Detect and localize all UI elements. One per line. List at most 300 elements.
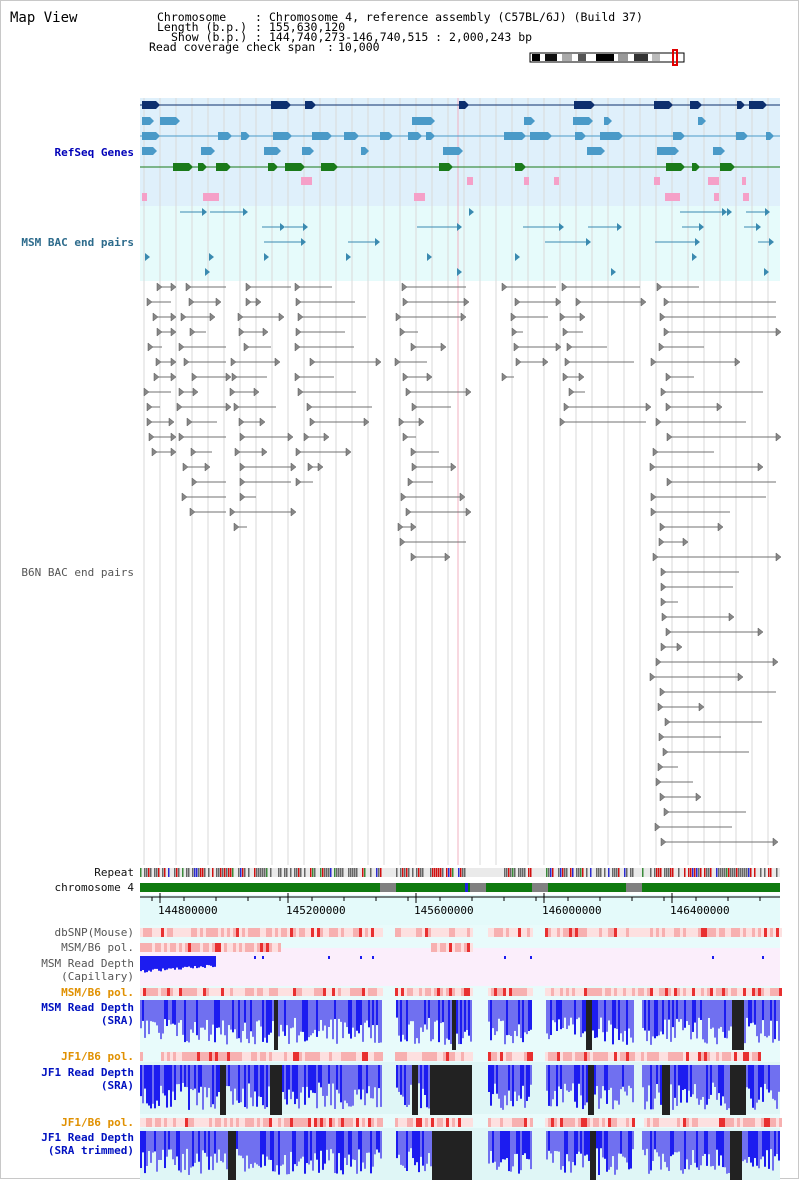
msm-sra-depth-bar xyxy=(348,1000,350,1034)
msm-sra-depth-bar xyxy=(440,1000,442,1023)
jf1-b6-pol-segment xyxy=(341,1118,344,1127)
jf1-b6-pol-segment xyxy=(284,1052,287,1061)
repeat-element xyxy=(156,868,158,877)
b6n-bac-end xyxy=(661,643,666,651)
repeat-element xyxy=(764,868,766,877)
msm-b6-pol-segment xyxy=(749,988,752,996)
jf1-b6-pol-segment xyxy=(302,1118,305,1127)
jf1-trim-depth-bar xyxy=(250,1131,252,1164)
msm-sra-depth-bar xyxy=(268,1000,270,1035)
msm-sra-depth-bar xyxy=(374,1000,376,1043)
msm-sra-depth-bar xyxy=(616,1000,618,1029)
refseq-exon xyxy=(600,132,619,140)
chromosome-track xyxy=(140,883,780,892)
repeat-element xyxy=(600,868,602,877)
repeat-element xyxy=(604,868,606,877)
msm-sra-depth-bar xyxy=(362,1000,364,1042)
msm-sra-depth-bar xyxy=(326,1000,328,1038)
jf1-b6-pol-segment xyxy=(761,1118,764,1127)
dbsnp-segment xyxy=(143,928,146,937)
msm-sra-depth-bar xyxy=(594,1000,596,1038)
jf1-sra-depth-bar xyxy=(556,1065,558,1106)
jf1-b6-pol-segment xyxy=(188,1118,191,1127)
jf1-trim-depth-bar xyxy=(236,1131,238,1149)
msm-sra-depth-bar xyxy=(648,1000,650,1031)
repeat-element xyxy=(238,868,240,877)
dbsnp-segment xyxy=(581,928,584,937)
jf1-sra-depth-bar xyxy=(398,1065,400,1092)
jf1-trim-depth-bar xyxy=(722,1131,724,1167)
msm-sra-depth-bar xyxy=(308,1000,310,1037)
jf1-sra-depth-bar xyxy=(488,1065,490,1092)
jf1-b6-pol-segment xyxy=(641,1052,644,1061)
jf1-sra-depth-bar xyxy=(332,1065,334,1084)
msm-sra-depth-bar xyxy=(654,1000,656,1038)
dbsnp-segment xyxy=(737,928,740,937)
repeat-element xyxy=(430,868,432,877)
msm-b6-pol-segment xyxy=(455,988,458,996)
jf1-sra-depth-bar xyxy=(290,1065,292,1099)
jf1-sra-depth-bar xyxy=(464,1065,466,1115)
msm-b6-pol-segment xyxy=(689,988,692,996)
axis-tick-label-2: 145200000 xyxy=(286,904,346,917)
msm-sra-depth-bar xyxy=(774,1000,776,1039)
repeat-element xyxy=(196,868,198,877)
refseq-exon xyxy=(698,117,702,125)
jf1-trim-depth-bar xyxy=(428,1131,430,1153)
jf1-trim-depth-bar xyxy=(206,1131,208,1157)
msm-b6-pol-segment xyxy=(713,988,716,996)
msm-b6-pol-segment xyxy=(428,988,431,996)
jf1-b6-pol-segment xyxy=(590,1052,593,1061)
jf1-b6-pol-segment xyxy=(353,1052,356,1061)
jf1-b6-pol-segment xyxy=(140,1118,143,1127)
jf1-b6-pol-segment xyxy=(338,1118,341,1127)
jf1-sra-depth-bar xyxy=(574,1065,576,1102)
jf1-b6-pol-segment xyxy=(374,1118,377,1127)
msm-capillary-depth-bar xyxy=(140,956,142,971)
jf1-b6-pol-segment xyxy=(596,1052,599,1061)
jf1-trim-depth-bar xyxy=(358,1131,360,1149)
jf1-trim-depth-bar xyxy=(672,1131,674,1155)
msm-sra-depth-bar xyxy=(522,1000,524,1042)
msm-sra-depth-bar xyxy=(756,1000,758,1036)
b6n-bac-end xyxy=(661,388,666,396)
jf1-b6-pol-segment xyxy=(560,1052,563,1061)
jf1-trim-depth-bar xyxy=(344,1131,346,1158)
ideogram-band xyxy=(532,54,540,61)
jf1-b6-pol-segment xyxy=(557,1118,560,1127)
msm-sra-depth-bar xyxy=(488,1000,490,1022)
msm-b6-pol-segment xyxy=(221,988,224,996)
jf1-trim-depth-bar xyxy=(746,1131,748,1163)
msm-capillary-depth-bar xyxy=(182,956,184,968)
jf1-b6-pol-segment xyxy=(686,1052,689,1061)
jf1-b6-pol-segment xyxy=(719,1118,722,1127)
jf1-sra-depth-bar xyxy=(182,1065,184,1083)
jf1-b6-pol-segment xyxy=(470,1052,473,1061)
msm-sra-depth-bar xyxy=(350,1000,352,1039)
jf1-trim-depth-bar xyxy=(694,1131,696,1163)
jf1-b6-pol-segment xyxy=(665,1052,668,1061)
jf1-b6-pol-segment xyxy=(587,1052,590,1061)
msm-sra-depth-bar xyxy=(458,1000,460,1044)
jf1-depth-sra-label-2: (SRA) xyxy=(100,1079,134,1092)
repeat-element xyxy=(300,868,302,877)
jf1-trim-depth-bar xyxy=(716,1131,718,1150)
jf1-trim-depth-bar xyxy=(464,1131,466,1180)
msm-sra-depth-bar xyxy=(546,1000,548,1033)
dbsnp-segment xyxy=(212,928,215,937)
jf1-b6-pol-segment xyxy=(143,1118,146,1127)
jf1-sra-depth-bar xyxy=(656,1065,658,1084)
jf1-b6-pol-segment xyxy=(656,1052,659,1061)
repeat-element xyxy=(514,868,516,877)
jf1-sra-depth-bar xyxy=(708,1065,710,1099)
msm-sra-depth-bar xyxy=(414,1000,416,1044)
jf1-trim-depth-bar xyxy=(648,1131,650,1174)
jf1-b6-pol-segment xyxy=(680,1052,683,1061)
jf1-trim-depth-bar xyxy=(152,1131,154,1153)
repeat-element xyxy=(320,868,322,877)
dbsnp-segment xyxy=(779,928,782,937)
repeat-element xyxy=(512,868,514,877)
b6n-bac-end xyxy=(696,793,701,801)
repeat-element xyxy=(572,868,574,877)
refseq-exon xyxy=(666,163,681,171)
msm-b6-pol-segment xyxy=(410,988,413,996)
b6n-bac-end xyxy=(659,538,664,546)
repeat-element xyxy=(230,868,232,877)
msm-b6-pol-segment xyxy=(779,988,782,996)
msm-sra-depth-bar xyxy=(416,1000,418,1038)
dbsnp-segment xyxy=(683,928,686,937)
jf1-sra-depth-bar xyxy=(624,1065,626,1092)
jf1-b6-pol-segment xyxy=(380,1118,383,1127)
msm-sra-depth-bar xyxy=(666,1000,668,1039)
repeat-element xyxy=(742,868,744,877)
msm-b6-pol-segment xyxy=(272,943,275,952)
b6n-bac-end xyxy=(659,733,664,741)
jf1-trim-depth-bar xyxy=(328,1131,330,1160)
msm-b6-pol-segment xyxy=(578,988,581,996)
dbsnp-segment xyxy=(437,928,440,937)
jf1-sra-depth-bar xyxy=(490,1065,492,1106)
refseq-exon xyxy=(268,163,274,171)
jf1-sra-depth-bar xyxy=(194,1065,196,1089)
refseq-exon xyxy=(160,117,176,125)
jf1-b6-pol-segment xyxy=(218,1052,221,1061)
dbsnp-segment xyxy=(677,928,680,937)
b6n-bac-end xyxy=(154,373,159,381)
jf1-b6-pol-segment xyxy=(308,1118,311,1127)
jf1-trim-depth-bar xyxy=(612,1131,614,1156)
msm-b6-pol-segment xyxy=(278,988,281,996)
msm-b6-pol-segment xyxy=(230,988,233,996)
jf1-b6-pol-segment xyxy=(515,1052,518,1061)
msm-sra-depth-bar xyxy=(600,1000,602,1018)
jf1-sra-depth-bar xyxy=(232,1065,234,1105)
jf1-b6-pol-segment xyxy=(560,1118,563,1127)
b6n-bac-end xyxy=(662,613,667,621)
msm-b6-pol-segment xyxy=(224,988,227,996)
jf1-sra-depth-bar xyxy=(458,1065,460,1115)
jf1-b6-pol-segment xyxy=(401,1118,404,1127)
jf1-trim-depth-bar xyxy=(702,1131,704,1156)
jf1-trim-depth-bar xyxy=(528,1131,530,1159)
jf1-trim-depth-bar xyxy=(290,1131,292,1152)
msm-capillary-depth-bar xyxy=(504,956,506,959)
repeat-element xyxy=(452,868,454,877)
msm-sra-depth-bar xyxy=(752,1000,754,1023)
msm-b6-pol-segment xyxy=(467,943,470,952)
msm-capillary-depth-bar xyxy=(150,956,152,972)
b6n-bac-end xyxy=(579,373,584,381)
jf1-b6-pol-segment xyxy=(446,1118,449,1127)
msm-b6-pol-segment xyxy=(143,988,146,996)
jf1-sra-depth-bar xyxy=(314,1065,316,1093)
repeat-element xyxy=(746,868,748,877)
b6n-bac-end xyxy=(234,523,239,531)
chromosome-marker xyxy=(465,883,468,892)
msm-sra-depth-bar xyxy=(300,1000,302,1032)
msm-sra-depth-bar xyxy=(302,1000,304,1032)
jf1-b6-pol-segment xyxy=(263,1052,266,1061)
jf1-trim-depth-bar xyxy=(526,1131,528,1159)
length-value: 155,630,120 xyxy=(269,20,346,34)
msm-b6-pol-segment xyxy=(218,943,221,952)
repeat-element xyxy=(678,868,680,877)
msm-sra-depth-bar xyxy=(680,1000,682,1019)
jf1-trim-depth-bar xyxy=(194,1131,196,1163)
b6n-bac-end xyxy=(512,328,517,336)
repeat-element xyxy=(748,868,750,877)
msm-sra-depth-bar xyxy=(228,1000,230,1025)
b6n-bac-end xyxy=(400,328,405,336)
jf1-sra-depth-bar xyxy=(426,1065,428,1107)
msm-sra-depth-bar xyxy=(146,1000,148,1021)
msm-b6-pol-segment xyxy=(173,988,176,996)
jf1-b6-pol-segment xyxy=(431,1052,434,1061)
ideogram-band xyxy=(634,54,648,61)
jf1-trim-depth-bar xyxy=(756,1131,758,1166)
dbsnp-segment xyxy=(461,928,464,937)
dbsnp-segment xyxy=(446,928,449,937)
jf1-b6-pol-segment xyxy=(146,1118,149,1127)
b6n-bac-end xyxy=(776,328,781,336)
msm-b6-pol-segment xyxy=(626,988,629,996)
msm-sra-depth-bar xyxy=(460,1000,462,1044)
repeat-element xyxy=(188,868,190,877)
jf1-trim-depth-bar xyxy=(774,1131,776,1156)
b6n-bac-end xyxy=(441,343,446,351)
msm-b6-pol-segment xyxy=(281,988,284,996)
jf1-b6-pol-segment xyxy=(314,1052,317,1061)
repeat-element xyxy=(614,868,616,877)
msm-capillary-depth-bar xyxy=(188,956,190,966)
dbsnp-segment xyxy=(767,928,770,937)
jf1-trim-depth-bar xyxy=(168,1131,170,1150)
b6n-bac-end xyxy=(171,313,176,321)
b6n-bac-end xyxy=(776,433,781,441)
repeat-element xyxy=(280,868,282,877)
jf1-sra-depth-bar xyxy=(748,1065,750,1089)
msm-b6-pol-segment xyxy=(458,943,461,952)
repeat-element xyxy=(270,868,272,877)
repeat-element xyxy=(586,868,588,877)
msm-sra-depth-bar xyxy=(330,1000,332,1020)
jf1-sra-depth-bar xyxy=(438,1065,440,1115)
jf1-sra-depth-bar xyxy=(496,1065,498,1094)
jf1-trim-depth-bar xyxy=(376,1131,378,1149)
msm-b6-pol-segment xyxy=(167,943,170,952)
dbsnp-segment xyxy=(728,928,731,937)
jf1-trim-depth-bar xyxy=(558,1131,560,1152)
dbsnp-segment xyxy=(593,928,596,937)
jf1-b6-pol-segment xyxy=(416,1118,419,1127)
msm-b6-pol-segment xyxy=(149,943,152,952)
ideogram-band xyxy=(618,54,628,61)
jf1-sra-depth-bar xyxy=(264,1065,266,1109)
dbsnp-segment xyxy=(428,928,431,937)
repeat-element xyxy=(310,868,312,877)
msm-b6-pol-segment xyxy=(203,943,206,952)
jf1-b6-pol-segment xyxy=(743,1052,746,1061)
jf1-trim-depth-bar xyxy=(144,1131,146,1173)
repeat-element xyxy=(174,868,176,877)
dbsnp-segment xyxy=(470,928,473,937)
dbsnp-segment xyxy=(347,928,350,937)
msm-capillary-depth-bar xyxy=(142,956,144,970)
msm-b6-pol-segment xyxy=(227,943,230,952)
dbsnp-segment xyxy=(440,928,443,937)
repeat-element xyxy=(706,868,708,877)
msm-sra-depth-bar xyxy=(716,1000,718,1044)
jf1-b6-pol-segment xyxy=(263,1118,266,1127)
msm-sra-depth-bar xyxy=(434,1000,436,1022)
dbsnp-segment xyxy=(380,928,383,937)
b6n-bac-end xyxy=(288,433,293,441)
jf1-b6-pol-segment xyxy=(464,1118,467,1127)
b6n-bac-end xyxy=(666,628,671,636)
jf1-trim-depth-bar xyxy=(208,1131,210,1170)
jf1-sra-depth-bar xyxy=(150,1065,152,1108)
jf1-sra-depth-bar xyxy=(654,1065,656,1099)
jf1-b6-pol-segment xyxy=(449,1052,452,1061)
jf1-b6-pol-segment xyxy=(659,1118,662,1127)
b6n-bac-end xyxy=(667,478,672,486)
jf1-b6-pol-segment xyxy=(344,1052,347,1061)
b6n-bac-end xyxy=(565,358,570,366)
msm-b6-pol-segment xyxy=(260,988,263,996)
msm-b6-pol-segment xyxy=(557,988,560,996)
jf1-b6-pol-segment xyxy=(449,1118,452,1127)
msm-sra-depth-bar xyxy=(264,1000,266,1038)
msm-sra-depth-bar xyxy=(622,1000,624,1042)
jf1-b6-pol-segment xyxy=(650,1052,653,1061)
msm-b6-pol-segment xyxy=(599,988,602,996)
dbsnp-segment xyxy=(692,928,695,937)
jf1-b6-pol-segment xyxy=(704,1052,707,1061)
jf1-b6-pol-segment xyxy=(401,1052,404,1061)
msm-sra-depth-bar xyxy=(154,1000,156,1022)
msm-sra-depth-bar xyxy=(236,1000,238,1039)
b6n-bac-end xyxy=(171,328,176,336)
jf1-b6-pol-segment xyxy=(650,1118,653,1127)
msm-b6-pol-segment xyxy=(173,943,176,952)
jf1-sra-depth-bar xyxy=(592,1065,594,1115)
msm-sra-depth-bar xyxy=(504,1000,506,1044)
msm-sra-depth-bar xyxy=(280,1000,282,1025)
msm-b6-pol-segment xyxy=(233,988,236,996)
jf1-trim-depth-bar xyxy=(646,1131,648,1149)
msm-sra-depth-bar xyxy=(260,1000,262,1027)
jf1-trim-depth-bar xyxy=(608,1131,610,1170)
refseq-exon xyxy=(766,132,770,140)
msm-sra-depth-bar xyxy=(344,1000,346,1022)
jf1-b6-pol-segment xyxy=(443,1052,446,1061)
msm-sra-depth-bar xyxy=(398,1000,400,1036)
jf1-trim-depth-bar xyxy=(316,1131,318,1160)
jf1-sra-depth-bar xyxy=(158,1065,160,1106)
repeat-element xyxy=(618,868,620,877)
jf1-sra-depth-bar xyxy=(726,1065,728,1110)
jf1-sra-depth-bar xyxy=(294,1065,296,1104)
jf1-trim-depth-bar xyxy=(226,1131,228,1169)
jf1-sra-depth-bar xyxy=(526,1065,528,1101)
jf1-b6-pol-segment xyxy=(497,1052,500,1061)
msm-b6-pol-segment xyxy=(683,988,686,996)
jf1-b6-pol-segment xyxy=(317,1118,320,1127)
b6n-bac-end xyxy=(567,343,572,351)
jf1-trim-depth-bar xyxy=(440,1131,442,1180)
jf1-trim-depth-bar xyxy=(352,1131,354,1159)
msm-sra-depth-bar xyxy=(412,1000,414,1021)
jf1-b6-pol-segment xyxy=(197,1118,200,1127)
jf1-trim-depth-bar xyxy=(626,1131,628,1163)
jf1-sra-depth-bar xyxy=(256,1065,258,1107)
jf1-b6-pol-segment xyxy=(674,1118,677,1127)
refseq-exon xyxy=(271,101,287,109)
b6n-bac-end xyxy=(171,283,176,291)
msm-sra-depth-bar xyxy=(706,1000,708,1043)
jf1-trim-depth-bar xyxy=(562,1131,564,1166)
msm-sra-depth-bar xyxy=(292,1000,294,1028)
b6n-bac-end xyxy=(169,418,174,426)
jf1-b6-pol-segment xyxy=(683,1052,686,1061)
repeat-element xyxy=(624,868,626,877)
jf1-b6-pol-segment xyxy=(203,1118,206,1127)
msm-b6-pol-segment xyxy=(446,943,449,952)
refseq-genes-label: RefSeq Genes xyxy=(54,146,134,159)
b6n-bac-end xyxy=(656,418,661,426)
jf1-sra-depth-bar xyxy=(312,1065,314,1093)
jf1-b6-pol-segment xyxy=(323,1118,326,1127)
b6n-bac-end xyxy=(179,343,184,351)
msm-sra-depth-bar xyxy=(762,1000,764,1020)
jf1-trim-depth-bar xyxy=(322,1131,324,1170)
jf1-trim-depth-bar xyxy=(308,1131,310,1164)
repeat-element xyxy=(198,868,200,877)
jf1-trim-depth-bar xyxy=(578,1131,580,1152)
msm-capillary-depth-bar xyxy=(372,956,374,959)
jf1-b6-pol-segment xyxy=(290,1118,293,1127)
jf1-trim-depth-bar xyxy=(518,1131,520,1174)
msm-sra-depth-bar xyxy=(242,1000,244,1031)
jf1-trim-depth-bar xyxy=(424,1131,426,1171)
dbsnp-segment xyxy=(707,928,710,937)
msm-b6-pol-segment xyxy=(551,988,554,996)
